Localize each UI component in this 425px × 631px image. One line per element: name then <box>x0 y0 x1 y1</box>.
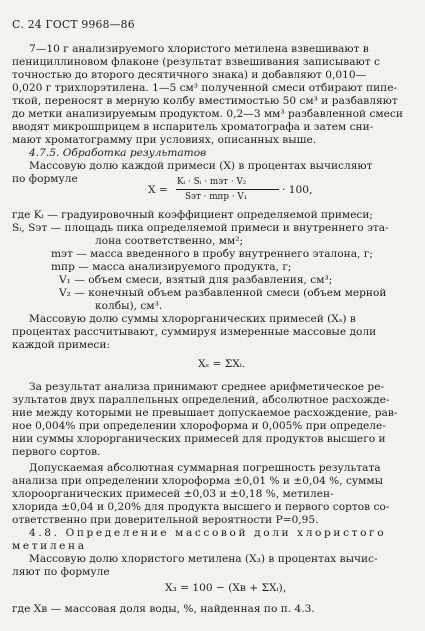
text-line-p3l1: Массовую долю суммы хлорорганических примесей (Xₛ) в <box>29 313 356 325</box>
text-line-p2l2: по формуле <box>12 173 78 185</box>
text-line-p1l8: мают хроматограмму при условиях, описанных выше. <box>12 134 317 146</box>
text-line-p4l4: ное 0,004% при определении хлороформа и 0,005% при определе- <box>12 420 386 432</box>
text-line-f3: X₃ = 100 − (Xв + ΣXᵢ), <box>165 582 287 594</box>
text-line-p5l1: Допускаемая абсолютная суммарная погрешность результата <box>29 462 381 474</box>
formula-rhs: · 100, <box>282 184 313 196</box>
formula-lhs: X = <box>148 184 168 196</box>
text-line-f2: Xₛ = ΣXᵢ. <box>198 358 246 370</box>
text-line-p1l3: точностью до второго десятичного знака) и добавляют 0,010— <box>12 69 367 81</box>
text-line-p4l5: нии суммы хлорорганических примесей для продуктов высшего и <box>12 433 386 445</box>
text-line-s48l1: 4.8. Определение массовой доли хлористого <box>29 527 387 539</box>
text-line-p7: где Xв — массовая доля воды, %, найденная по п. 4.3. <box>12 603 315 615</box>
text-line-d5: mпр — масса анализируемого продукта, г; <box>51 261 292 273</box>
text-line-p5l2: анализа при определении хлороформа ±0,01 % и ±0,04 %, суммы <box>12 475 384 487</box>
text-line-p1l6: до метки анализируемым продуктом. 0,2—3 мм³ разбавленной смеси <box>12 108 403 120</box>
text-line-p1l4: 0,020 г трихлорэтилена. 1—5 см³ полученной смеси отбирают пипе- <box>12 82 398 94</box>
text-line-p3l2: процентах рассчитывают, суммируя измеренные массовые доли <box>12 326 377 338</box>
text-line-p1l5: ткой, переносят в мерную колбу вместимостью 50 см³ и разбавляют <box>12 95 398 107</box>
text-line-p4l6: первого сортов. <box>12 446 101 458</box>
text-line-d1: где Kᵢ — градуировочный коэффициент определяемой примеси; <box>12 209 373 221</box>
text-line-d7: V₂ — конечный объем разбавленной смеси (объем мерной <box>59 287 387 299</box>
text-line-p5l5: ответственно при доверительной вероятности P=0,95. <box>12 514 319 526</box>
text-line-s475: 4.7.5. Обработка результатов <box>29 147 207 159</box>
text-line-d6: V₁ — объем смеси, взятый для разбавления, см³; <box>59 274 333 286</box>
page-header: С. 24 ГОСТ 9968—86 <box>12 18 135 31</box>
text-line-d8: колбы), см³. <box>95 300 163 312</box>
formula-numerator: Kᵢ · Sᵢ · mэт · V₂ <box>177 177 247 187</box>
text-line-p4l1: За результат анализа принимают среднее арифметическое ре- <box>29 381 385 393</box>
text-line-p4l2: зультатов двух параллельных определений, абсолютное расхожде- <box>12 394 390 406</box>
text-line-d3: лона соответственно, мм²; <box>95 235 244 247</box>
text-line-p3l3: каждой примеси: <box>12 339 110 351</box>
text-line-p1l7: вводят микрошприцем в испаритель хроматографа и затем сни- <box>12 121 374 133</box>
text-line-p5l4: хлорида ±0,04 и 0,20% для продукта высшего и первого сортов со- <box>12 501 390 513</box>
formula-denominator: Sэт · mпр · V₁ <box>185 192 248 202</box>
text-line-p4l3: ние между которыми не превышает допускаемое расхождение, рав- <box>12 407 398 419</box>
text-line-p5l3: хлороорганических примесей ±0,03 и ±0,18 %, метилен- <box>12 488 334 500</box>
text-line-s48l2: метилена <box>12 540 87 552</box>
text-line-p1l1: 7—10 г анализируемого хлористого метилена взвешивают в <box>29 43 369 55</box>
text-line-p1l2: пенициллиновом флаконе (результат взвешивания записывают с <box>12 56 380 68</box>
text-line-p2l1: Массовую долю каждой примеси (X) в процентах вычисляют <box>29 160 373 172</box>
text-line-d4: mэт — масса введенного в пробу внутреннего эталона, г; <box>51 248 373 260</box>
text-line-p6l1: Массовую долю хлористого метилена (X₃) в процентах вычис- <box>29 553 378 565</box>
text-line-p6l2: ляют по формуле <box>12 566 110 578</box>
text-line-d2: Sᵢ, Sэт — площадь пика определяемой примеси и внутреннего эта- <box>12 222 389 234</box>
formula-fraction-bar <box>176 189 279 190</box>
